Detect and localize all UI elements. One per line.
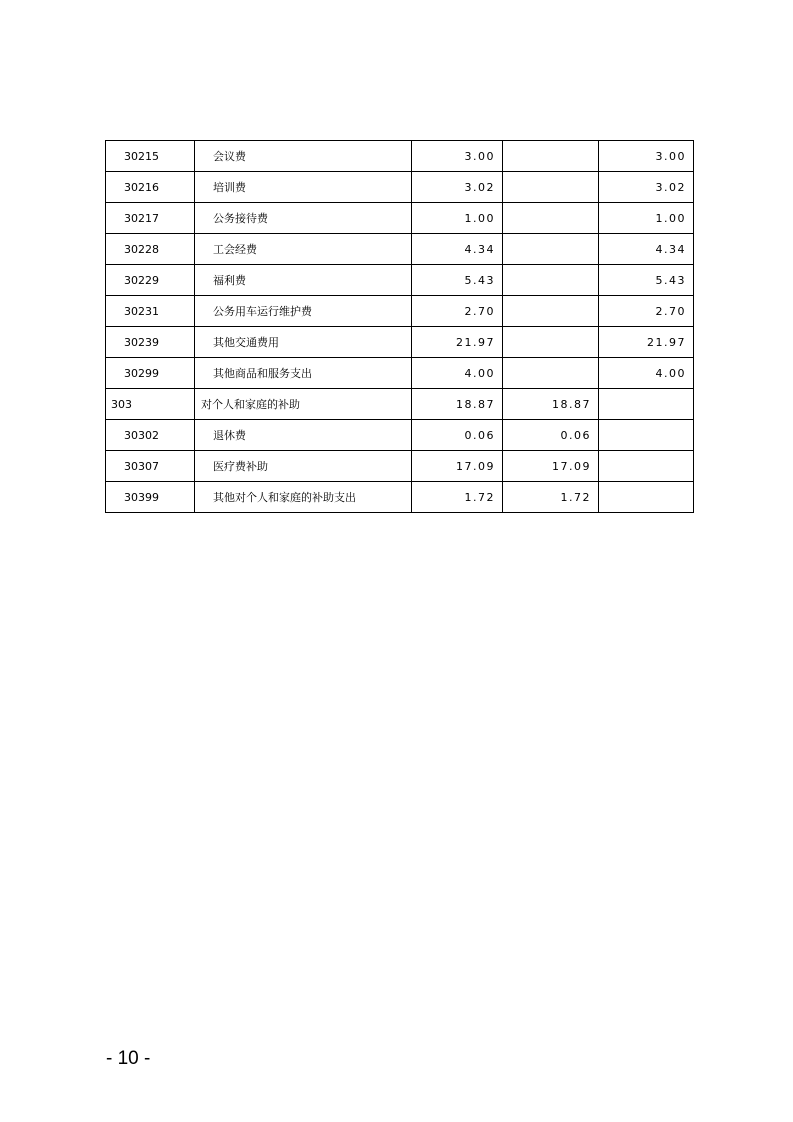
total-amount-cell: 3.02	[412, 172, 503, 203]
expenditure-table	[105, 140, 694, 513]
subject-name-cell: 其他商品和服务支出	[195, 358, 412, 389]
subject-code-cell: 30217	[106, 203, 195, 234]
subject-code-cell: 30229	[106, 265, 195, 296]
subject-name-cell: 公务用车运行维护费	[195, 296, 412, 327]
project-expenditure-cell: 5.43	[599, 265, 694, 296]
total-amount-cell: 17.09	[412, 451, 503, 482]
basic-expenditure-cell	[503, 296, 599, 327]
subject-name-cell: 福利费	[195, 265, 412, 296]
basic-expenditure-cell	[503, 265, 599, 296]
subject-name-cell: 公务接待费	[195, 203, 412, 234]
basic-expenditure-cell: 17.09	[503, 451, 599, 482]
table-row	[106, 172, 694, 203]
basic-expenditure-cell	[503, 234, 599, 265]
project-expenditure-cell: 4.00	[599, 358, 694, 389]
subject-name-cell: 培训费	[195, 172, 412, 203]
total-amount-cell: 1.72	[412, 482, 503, 513]
subject-name-cell: 会议费	[195, 141, 412, 172]
table-row	[106, 141, 694, 172]
page-number: - 10 -	[106, 1048, 151, 1069]
total-amount-cell: 18.87	[412, 389, 503, 420]
basic-expenditure-cell: 0.06	[503, 420, 599, 451]
total-amount-cell: 2.70	[412, 296, 503, 327]
subject-code-cell: 30231	[106, 296, 195, 327]
subject-name-cell: 工会经费	[195, 234, 412, 265]
table-row	[106, 203, 694, 234]
table-row	[106, 451, 694, 482]
subject-code-cell: 30302	[106, 420, 195, 451]
basic-expenditure-cell: 1.72	[503, 482, 599, 513]
basic-expenditure-cell	[503, 358, 599, 389]
table-row	[106, 265, 694, 296]
subject-code-cell: 30216	[106, 172, 195, 203]
total-amount-cell: 4.34	[412, 234, 503, 265]
project-expenditure-cell: 3.02	[599, 172, 694, 203]
subject-code-cell: 30228	[106, 234, 195, 265]
project-expenditure-cell: 3.00	[599, 141, 694, 172]
total-amount-cell: 0.06	[412, 420, 503, 451]
total-amount-cell: 5.43	[412, 265, 503, 296]
project-expenditure-cell: 2.70	[599, 296, 694, 327]
subject-code-cell: 30215	[106, 141, 195, 172]
project-expenditure-cell	[599, 482, 694, 513]
subject-code-cell: 303	[106, 389, 195, 420]
project-expenditure-cell	[599, 451, 694, 482]
project-expenditure-cell: 4.34	[599, 234, 694, 265]
subject-code-cell: 30399	[106, 482, 195, 513]
total-amount-cell: 1.00	[412, 203, 503, 234]
subject-name-cell: 其他对个人和家庭的补助支出	[195, 482, 412, 513]
project-expenditure-cell	[599, 389, 694, 420]
basic-expenditure-cell: 18.87	[503, 389, 599, 420]
table-row	[106, 358, 694, 389]
subject-name-cell: 其他交通费用	[195, 327, 412, 358]
project-expenditure-cell: 1.00	[599, 203, 694, 234]
table-row	[106, 482, 694, 513]
expenditure-table-body	[106, 141, 694, 513]
table-row	[106, 420, 694, 451]
table-row	[106, 296, 694, 327]
subject-name-cell: 对个人和家庭的补助	[195, 389, 412, 420]
project-expenditure-cell	[599, 420, 694, 451]
subject-name-cell: 退休费	[195, 420, 412, 451]
total-amount-cell: 4.00	[412, 358, 503, 389]
subject-code-cell: 30239	[106, 327, 195, 358]
table-row	[106, 389, 694, 420]
subject-name-cell: 医疗费补助	[195, 451, 412, 482]
project-expenditure-cell: 21.97	[599, 327, 694, 358]
total-amount-cell: 3.00	[412, 141, 503, 172]
subject-code-cell: 30307	[106, 451, 195, 482]
basic-expenditure-cell	[503, 327, 599, 358]
subject-code-cell: 30299	[106, 358, 195, 389]
basic-expenditure-cell	[503, 141, 599, 172]
table-row	[106, 327, 694, 358]
total-amount-cell: 21.97	[412, 327, 503, 358]
basic-expenditure-cell	[503, 172, 599, 203]
table-row	[106, 234, 694, 265]
basic-expenditure-cell	[503, 203, 599, 234]
